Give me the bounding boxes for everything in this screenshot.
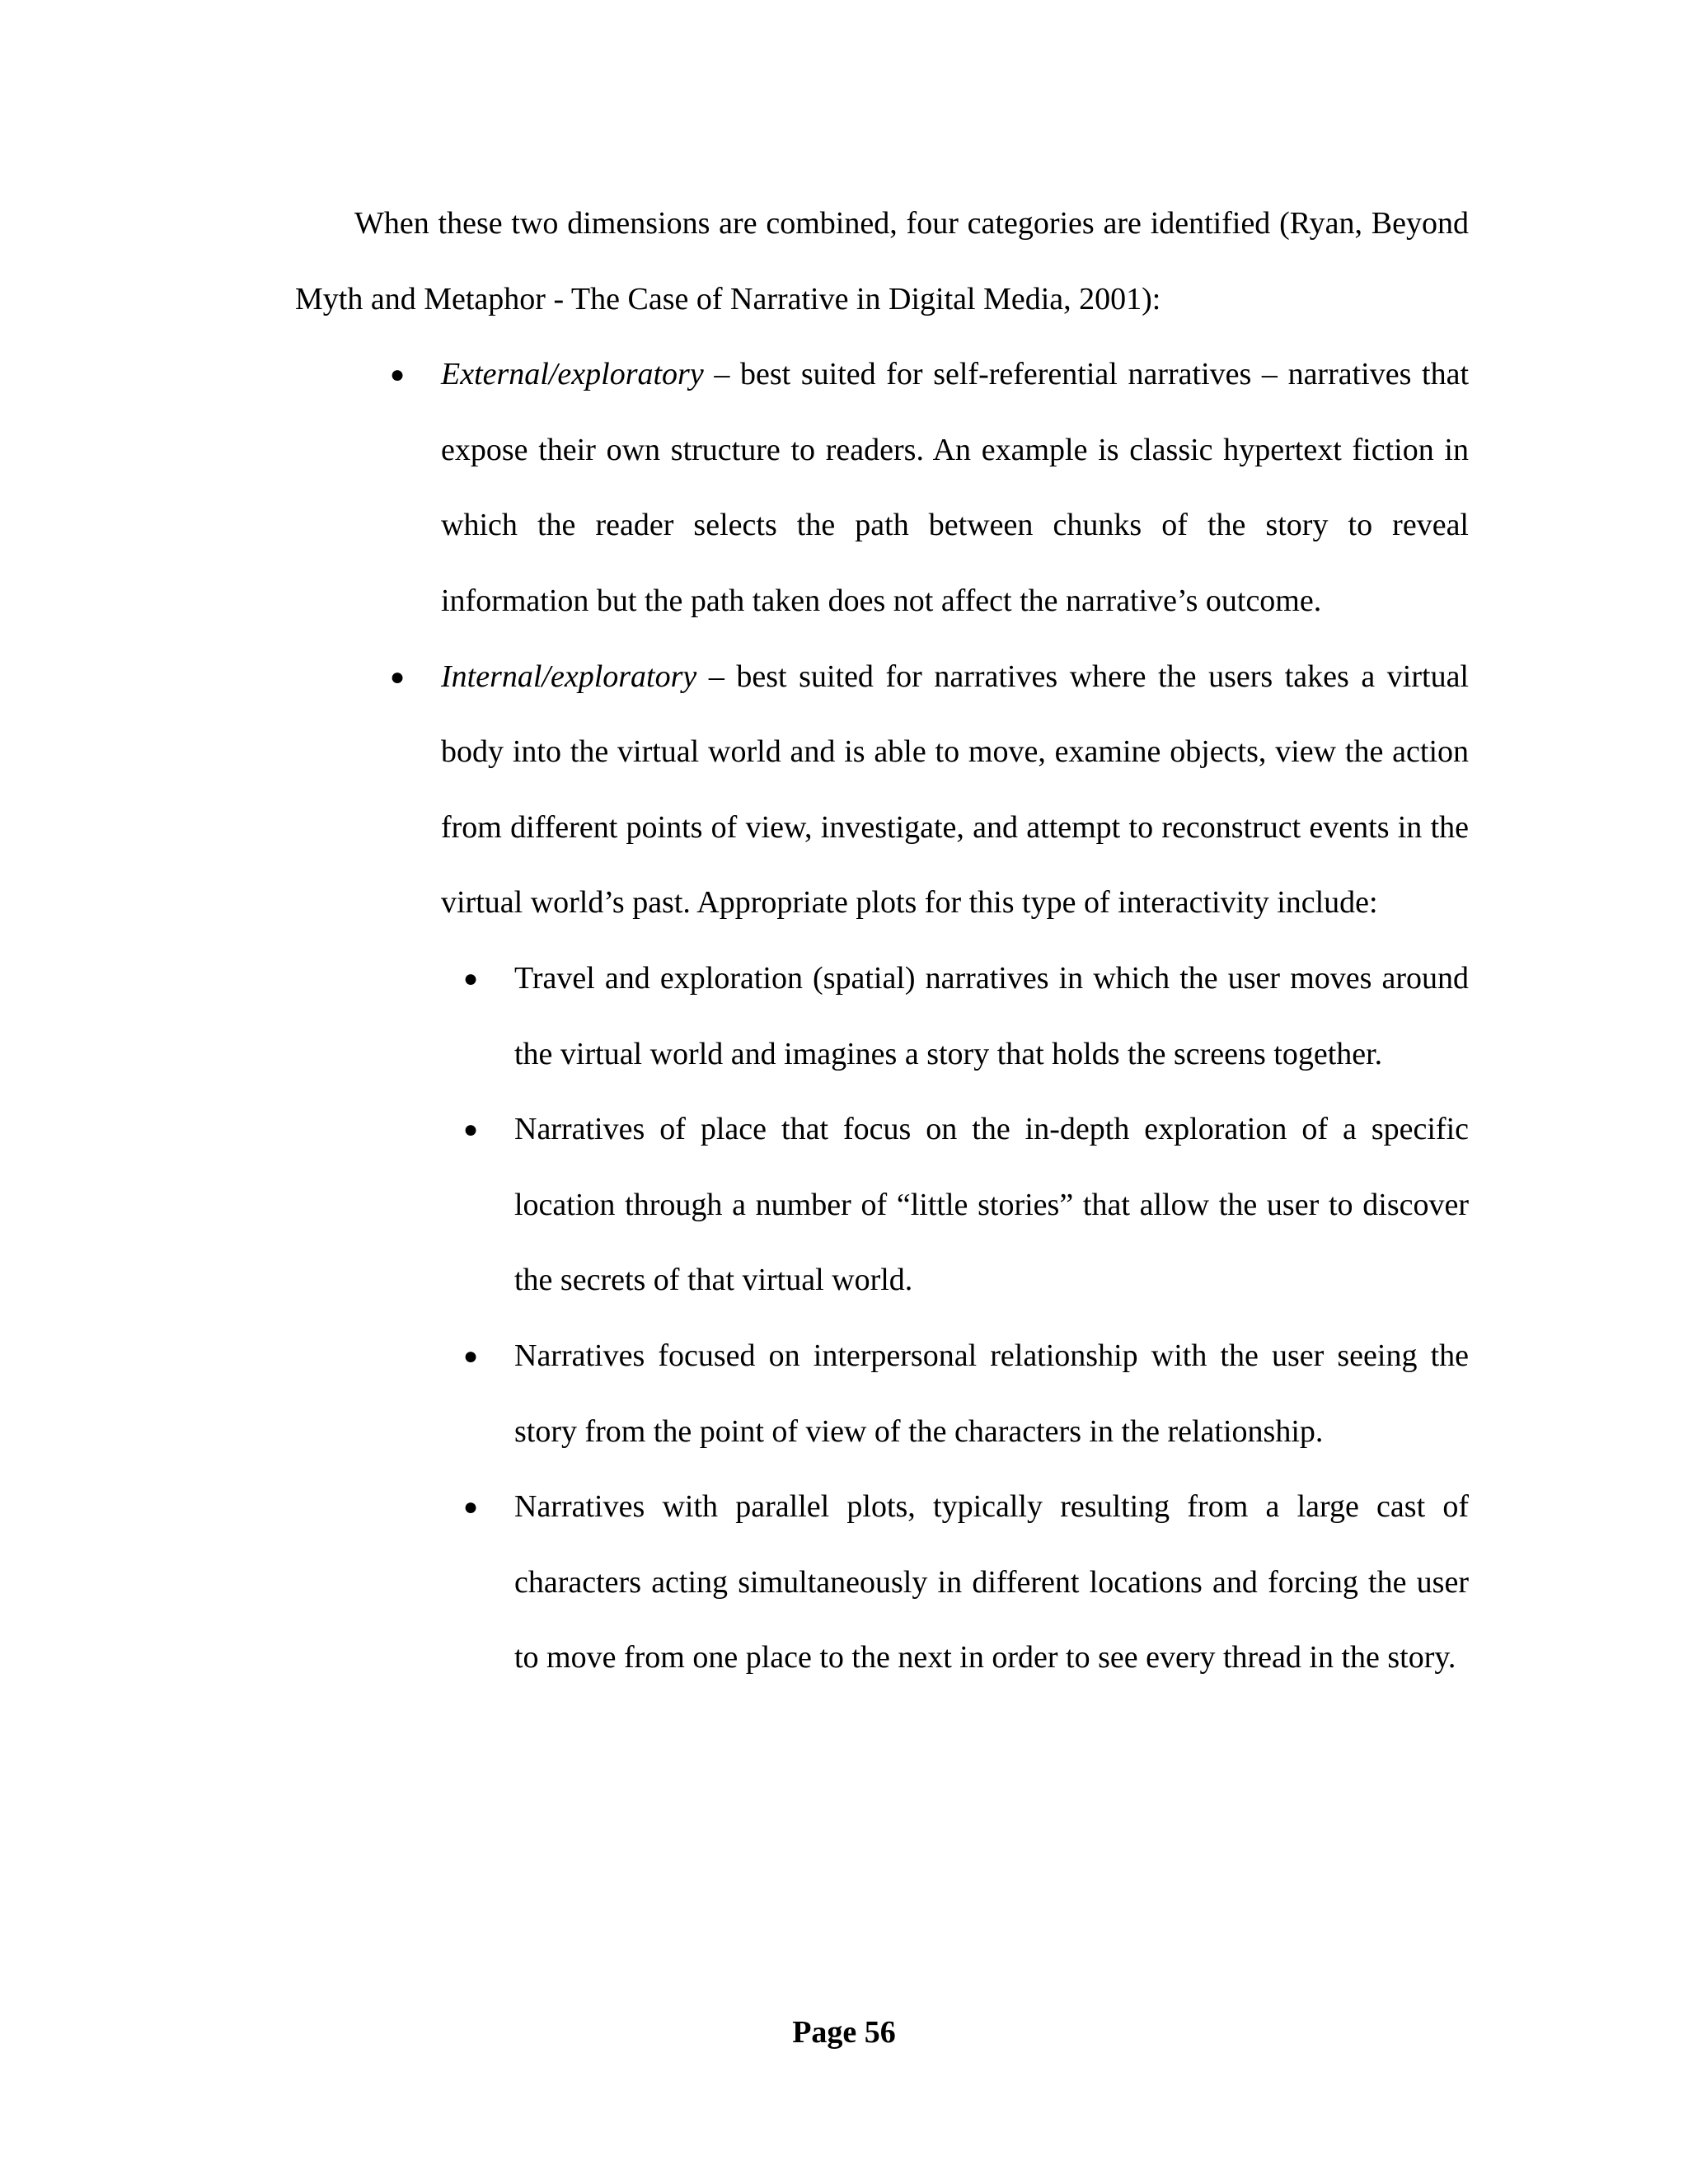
page-body [295,186,1469,1696]
bullet-icon: ● [463,1493,479,1521]
intro-paragraph: When these two dimensions are combined, four categories are identified (Ryan, Beyond Myth and Metaphor - The Case of Narrative in Digital Media, 2001): [295,206,1469,316]
plot-type-item [295,1092,1469,1319]
category-description: – best suited for narratives where the users takes a virtual body into the virtual world and is able to move, examine objects, view the action from different points of view, investigate, and attempt to reconstruct events in the virtual world’s past. Appropriate plots for this type of interactivity include: [441,658,1469,921]
plot-type-text: Narratives of place that focus on the in-depth exploration of a specific location through a number of “little stories” that allow the user to discover the secrets of that virtual world. [514,1112,1469,1298]
plot-type-text: Narratives with parallel plots, typically resulting from a large cast of characters acting simultaneously in different locations and forcing the user to move from one place to the next in order to see every thread in the story. [514,1489,1469,1675]
category-item-external-exploratory [295,337,1469,639]
bullet-icon: ● [463,1116,479,1144]
category-description: – best suited for self-referential narratives – narratives that expose their own structure to readers. An example is classic hypertext fiction in which the reader selects the path between chunks of the story to reveal information but the path taken does not affect the narrative’s outcome. [441,357,1469,618]
category-list [295,337,1469,1696]
plot-type-text: Narratives focused on interpersonal relationship with the user seeing the story from the point of view of the characters in the relationship. [514,1338,1469,1449]
category-term: External/exploratory [441,357,704,392]
bullet-icon: ● [390,663,406,691]
bullet-icon: ● [463,1342,479,1370]
page-number: Page 56 [792,2015,896,2050]
category-item-internal-exploratory [295,640,1469,1696]
bullet-icon: ● [463,964,479,992]
category-term: Internal/exploratory [441,658,697,694]
bullet-icon: ● [390,361,406,389]
plot-type-text: Travel and exploration (spatial) narratives in which the user moves around the virtual world and imagines a story that holds the screens together. [514,960,1469,1071]
plot-type-list [295,941,1469,1696]
plot-type-item [295,941,1469,1092]
plot-type-item [295,1469,1469,1696]
plot-type-item [295,1319,1469,1469]
